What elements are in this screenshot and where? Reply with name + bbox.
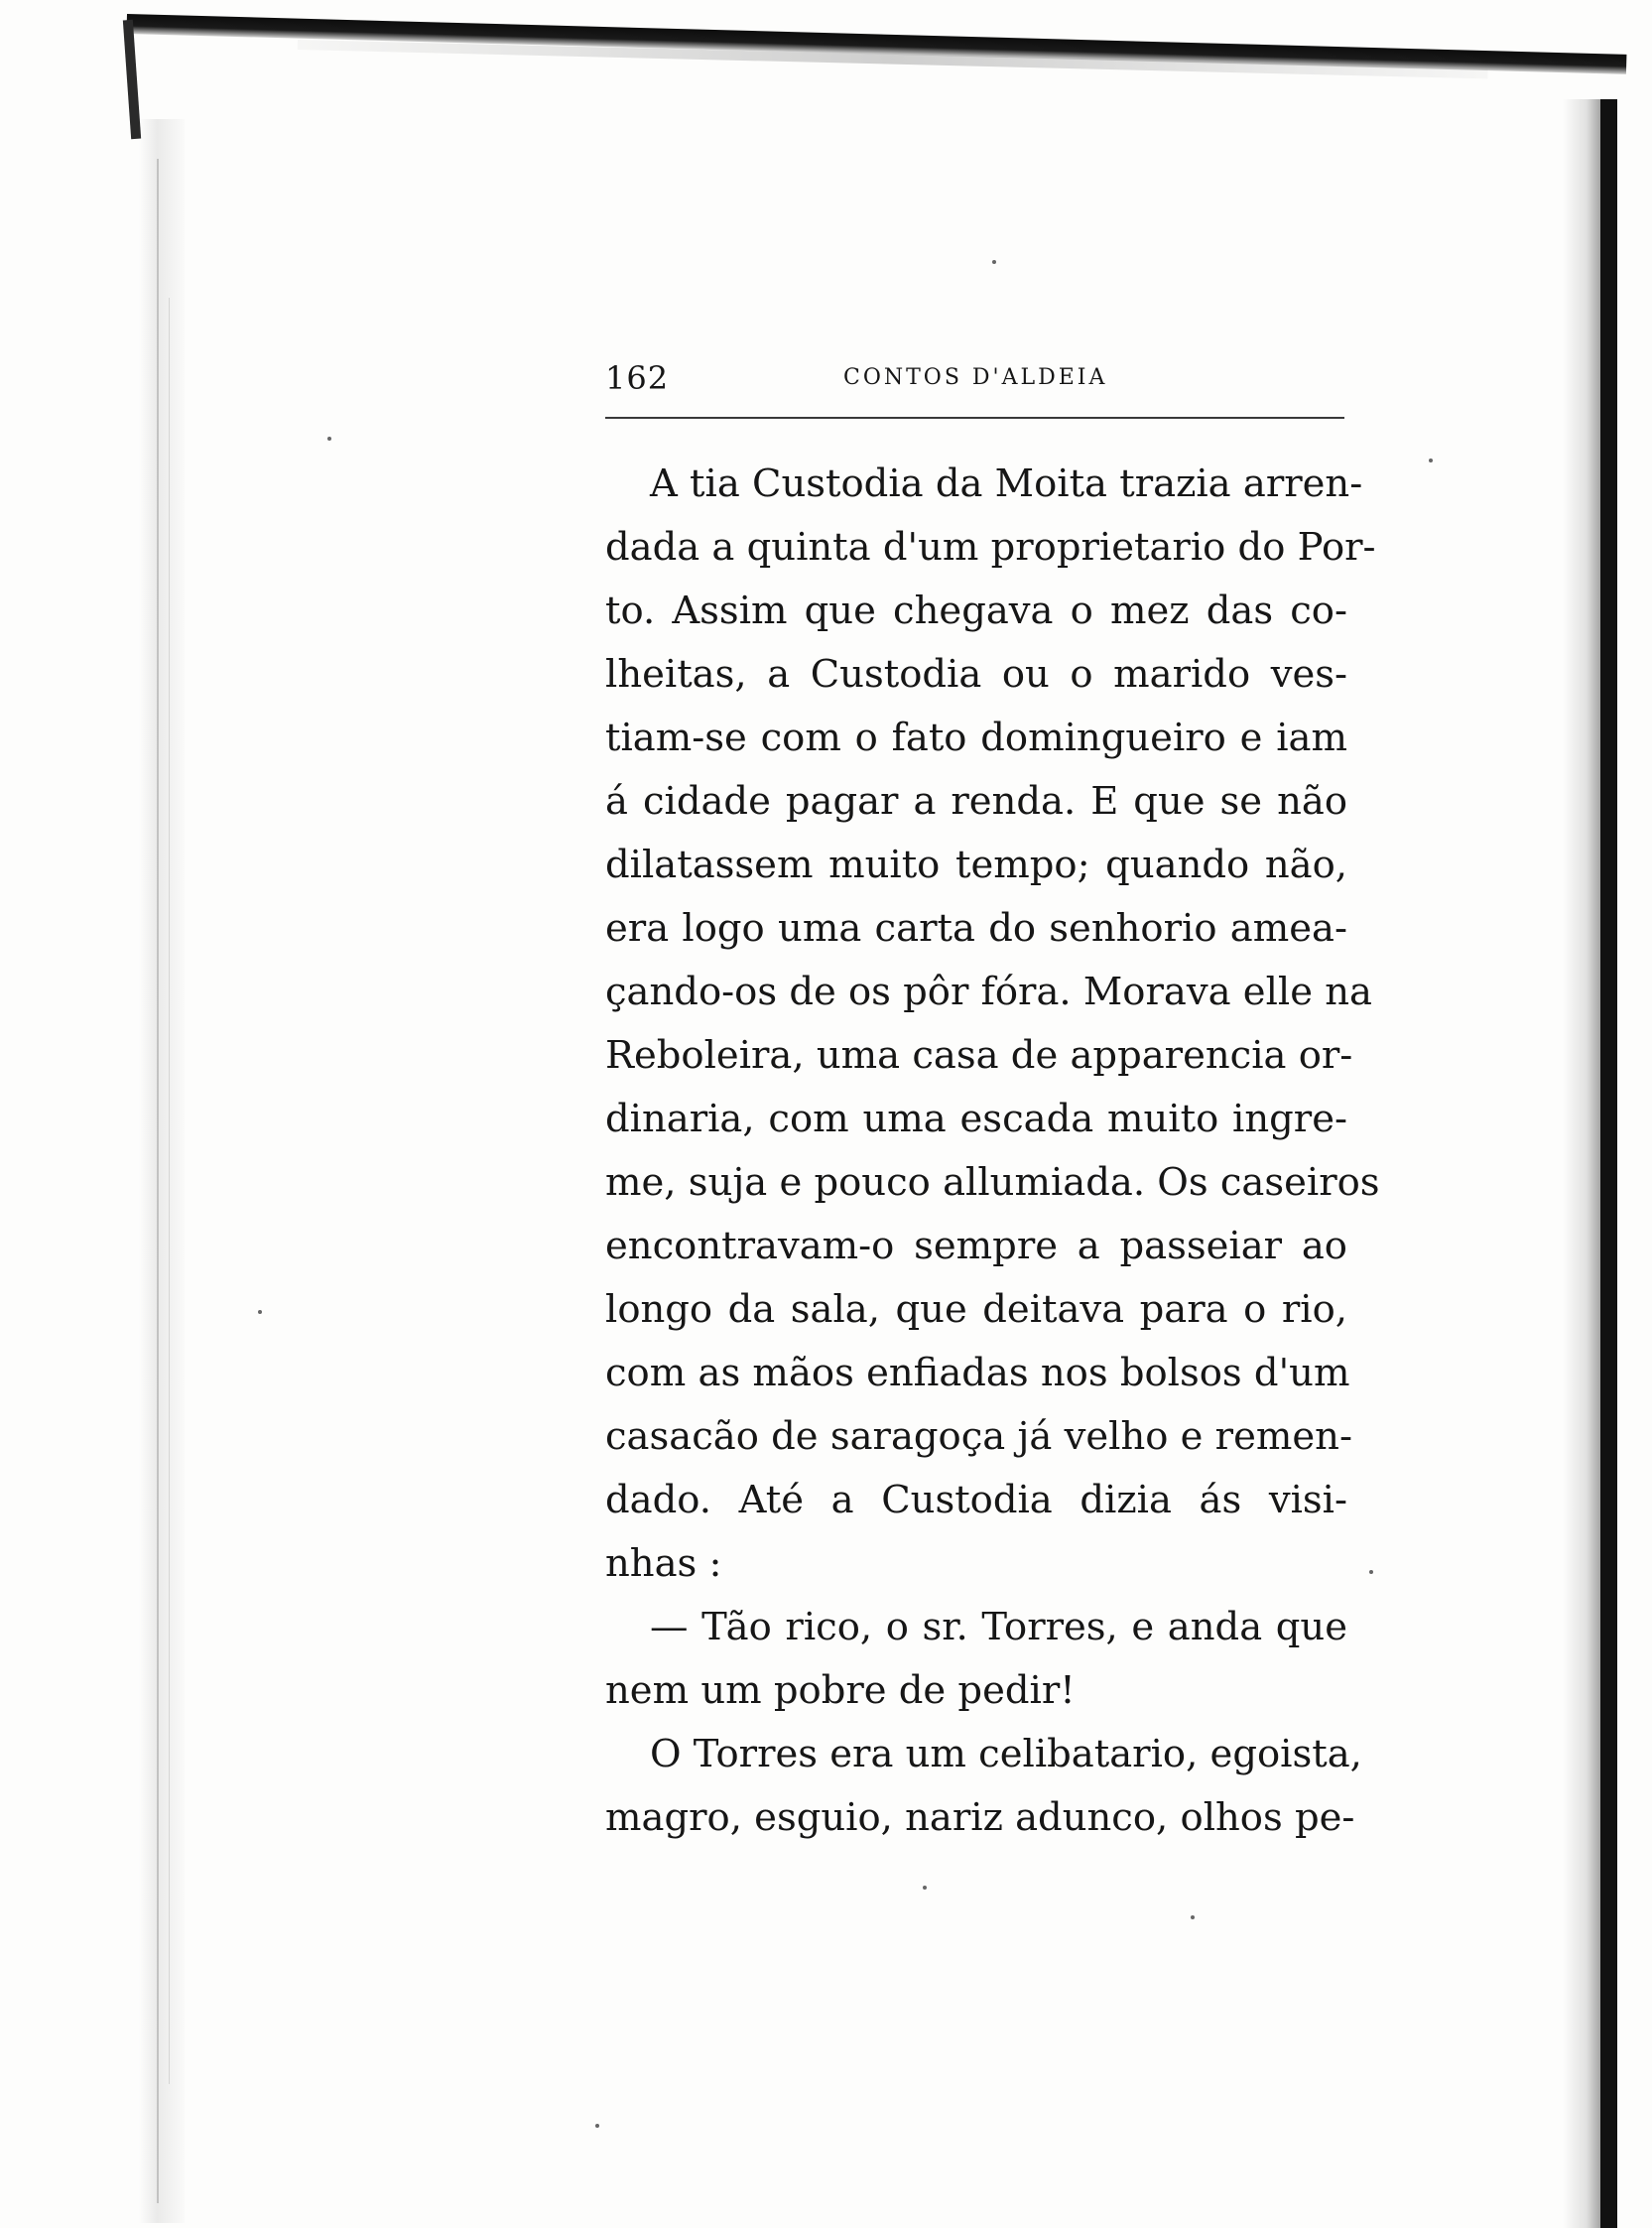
speck bbox=[1429, 459, 1433, 462]
text-line: nhas : bbox=[605, 1541, 722, 1586]
running-head bbox=[605, 355, 1344, 407]
text-line: dada a quinta d'um proprietario do Por- bbox=[605, 525, 1376, 570]
scan-border-right-shadow bbox=[1563, 99, 1602, 2228]
scan-left-line bbox=[157, 159, 159, 2203]
speck bbox=[595, 2124, 599, 2128]
text-line: çando-os de os pôr fóra. Morava elle na bbox=[605, 970, 1372, 1014]
text-line: to. Assim que chegava o mez das co- bbox=[605, 589, 1347, 633]
text-line: nem um pobre de pedir! bbox=[605, 1668, 1076, 1713]
text-line: tiam-se com o fato domingueiro e iam bbox=[605, 716, 1347, 760]
scan-left-line-faint bbox=[169, 298, 170, 2084]
speck bbox=[327, 437, 331, 441]
text-line: dinaria, com uma escada muito ingre- bbox=[605, 1097, 1347, 1141]
speck bbox=[923, 1886, 927, 1890]
text-line: me, suja e pouco allumiada. Os caseiros bbox=[605, 1160, 1380, 1205]
body-text bbox=[605, 453, 1380, 1850]
text-line: encontravam-o sempre a passeiar ao bbox=[605, 1224, 1347, 1268]
text-line: Reboleira, uma casa de apparencia or- bbox=[605, 1033, 1353, 1078]
text-line: lheitas, a Custodia ou o marido ves- bbox=[605, 652, 1347, 697]
text-line: magro, esguio, nariz adunco, olhos pe- bbox=[605, 1795, 1355, 1840]
text-line: dilatassem muito tempo; quando não, bbox=[605, 843, 1347, 887]
text-line: A tia Custodia da Moita trazia arren- bbox=[650, 461, 1363, 506]
speck bbox=[1369, 1570, 1373, 1574]
text-line: á cidade pagar a renda. E que se não bbox=[605, 779, 1347, 824]
text-line: era logo uma carta do senhorio amea- bbox=[605, 906, 1347, 951]
text-line: — Tão rico, o sr. Torres, e anda que bbox=[650, 1605, 1347, 1649]
scan-border-right bbox=[1600, 99, 1617, 2228]
text-line: dado. Até a Custodia dizia ás visi- bbox=[605, 1478, 1347, 1522]
header-rule bbox=[605, 417, 1344, 419]
speck bbox=[992, 260, 996, 264]
page-number: 162 bbox=[605, 359, 670, 397]
text-line: longo da sala, que deitava para o rio, bbox=[605, 1287, 1347, 1332]
scan-left-edge bbox=[139, 119, 185, 2223]
text-line: O Torres era um celibatario, egoista, bbox=[650, 1732, 1362, 1776]
text-line: com as mãos enfiadas nos bolsos d'um bbox=[605, 1351, 1350, 1395]
speck bbox=[258, 1310, 262, 1314]
speck bbox=[1191, 1915, 1195, 1919]
running-title: CONTOS D'ALDEIA bbox=[843, 365, 1108, 390]
text-line: casacão de saragoça já velho e remen- bbox=[605, 1414, 1352, 1459]
